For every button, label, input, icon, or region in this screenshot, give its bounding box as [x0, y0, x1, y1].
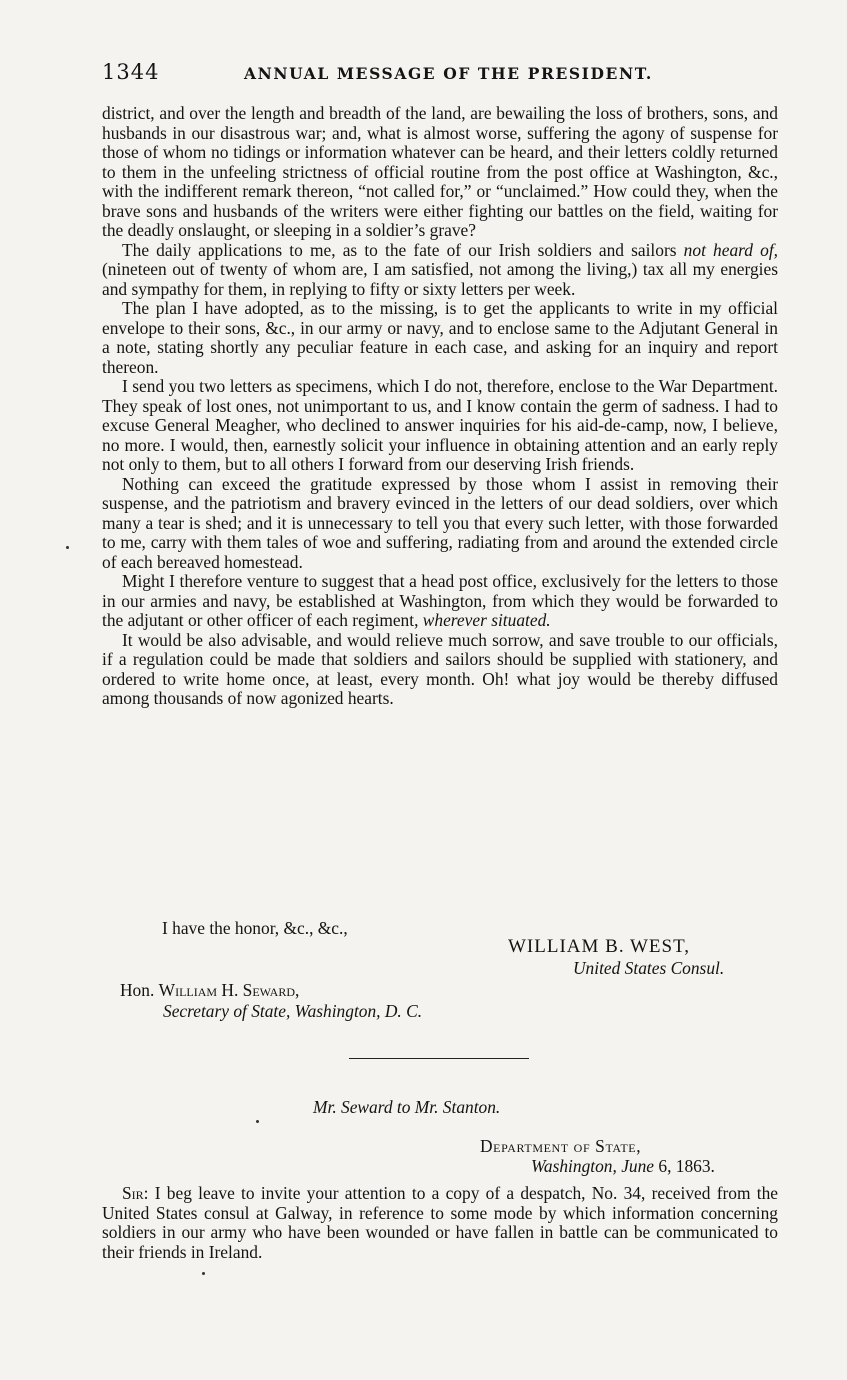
paragraph-4: I send you two letters as specimens, which I do not, therefore, enclose to the War Department. They speak of lost ones, not unimportant to us, and I know contain the germ of sadness. I had to excuse General Meagher, who declined to answer inquiries for his aid-de-camp, now, I believe, no more. I would, then, earnestly solicit your influence in obtaining attention and an early reply not only to them, but to all others I forward from our deserving Irish friends.: [102, 376, 778, 474]
closing-line: I have the honor, &c., &c.,: [162, 918, 348, 938]
addressee-name: [120, 980, 299, 1001]
paragraph-3: The plan I have adopted, as to the missing, is to get the applicants to write in my official envelope to their sons, &c., in our army or navy, and to enclose same to the Adjutant General in a note, stating shortly any peculiar feature in each case, and asking for an inquiry and report thereon.: [102, 298, 778, 377]
second-letter-body: [102, 1184, 778, 1262]
paragraph-6-text: Might I therefore venture to suggest that a head post office, exclusively for the letters to those in our armies and navy, be established at Washington, from which they would be forwarded to the adjutant or other officer of each regiment,: [102, 571, 778, 630]
dateline: [531, 1156, 715, 1177]
ink-speck: [66, 546, 69, 549]
department-heading: Department of State,: [480, 1136, 642, 1156]
paragraph-2: [102, 241, 778, 300]
document-title: Mr. Seward to Mr. Stanton.: [313, 1097, 501, 1117]
paragraph-5: Nothing can exceed the gratitude expressed by those whom I assist in removing their suspense, and the patriotism and bravery evinced in the letters of our dead soldiers, over which many a tear is shed; and it is unnecessary to tell you that every such letter, with those forwarded to me, carry with them tales of woe and suffering, radiating from and around the extended circle of each bereaved homestead.: [102, 473, 778, 572]
addressee-prefix: Hon.: [120, 980, 159, 1000]
paragraph-2-emphasis: not heard of,: [683, 239, 778, 260]
section-divider: [349, 1058, 529, 1059]
addressee-person: William H. Seward,: [158, 980, 300, 1000]
second-letter-text: : I beg leave to invite your attention to a copy of a despatch, No. 34, received from the United States consul at Galway, in reference to some mode by which information concerning soldiers in our army who have been wounded or have fallen in battle can be communicated to their friends in Ireland.: [102, 1183, 778, 1262]
salutation: Sir: [122, 1183, 144, 1203]
paragraph-2-text-b: (nineteen out of twenty of whom are, I am satisfied, not among the living,) tax all my energies and sympathy for them, in replying to fifty or sixty letters per week.: [102, 259, 778, 299]
ink-speck: [202, 1272, 205, 1275]
paragraph-1: district, and over the length and breadth of the land, are bewailing the loss of brothers, sons, and husbands in our disastrous war; and, what is almost worse, suffering the agony of suspense for those of whom no tidings or information whatever can be heard, and their letters coldly returned to them in the unfeeling strictness of official routine from the post office at Washington, &c., with the indifferent remark thereon, “not called for,” or “unclaimed.” How could they, when the brave sons and husbands of the writers were either fighting our battles on the field, waiting for the deadly onslaught, or sleeping in a soldier’s grave?: [102, 103, 778, 240]
signer-title: United States Consul.: [573, 958, 725, 978]
letter-body: [102, 104, 778, 709]
paragraph-2-text-a: The daily applications to me, as to the fate of our Irish soldiers and sailors: [122, 239, 684, 260]
paragraph-7: It would be also advisable, and would relieve much sorrow, and save trouble to our officials, if a regulation could be made that soldiers and sailors should be supplied with stationery, and ordered to write home once, at least, every month. Oh! what joy would be thereby diffused among thousands of now agonized hearts.: [102, 629, 778, 708]
paragraph-6-emphasis: wherever situated.: [422, 610, 551, 630]
dateline-place: Washington, June: [531, 1156, 655, 1176]
addressee-title: Secretary of State, Washington, D. C.: [163, 1001, 423, 1021]
page-number: 1344: [102, 60, 160, 84]
page-header: [102, 60, 762, 86]
paragraph-6: [102, 572, 778, 631]
signer-name: WILLIAM B. WEST,: [508, 936, 691, 957]
ink-speck: [256, 1120, 259, 1123]
dateline-date: 6, 1863.: [654, 1156, 715, 1176]
running-head: ANNUAL MESSAGE OF THE PRESIDENT.: [244, 64, 653, 83]
